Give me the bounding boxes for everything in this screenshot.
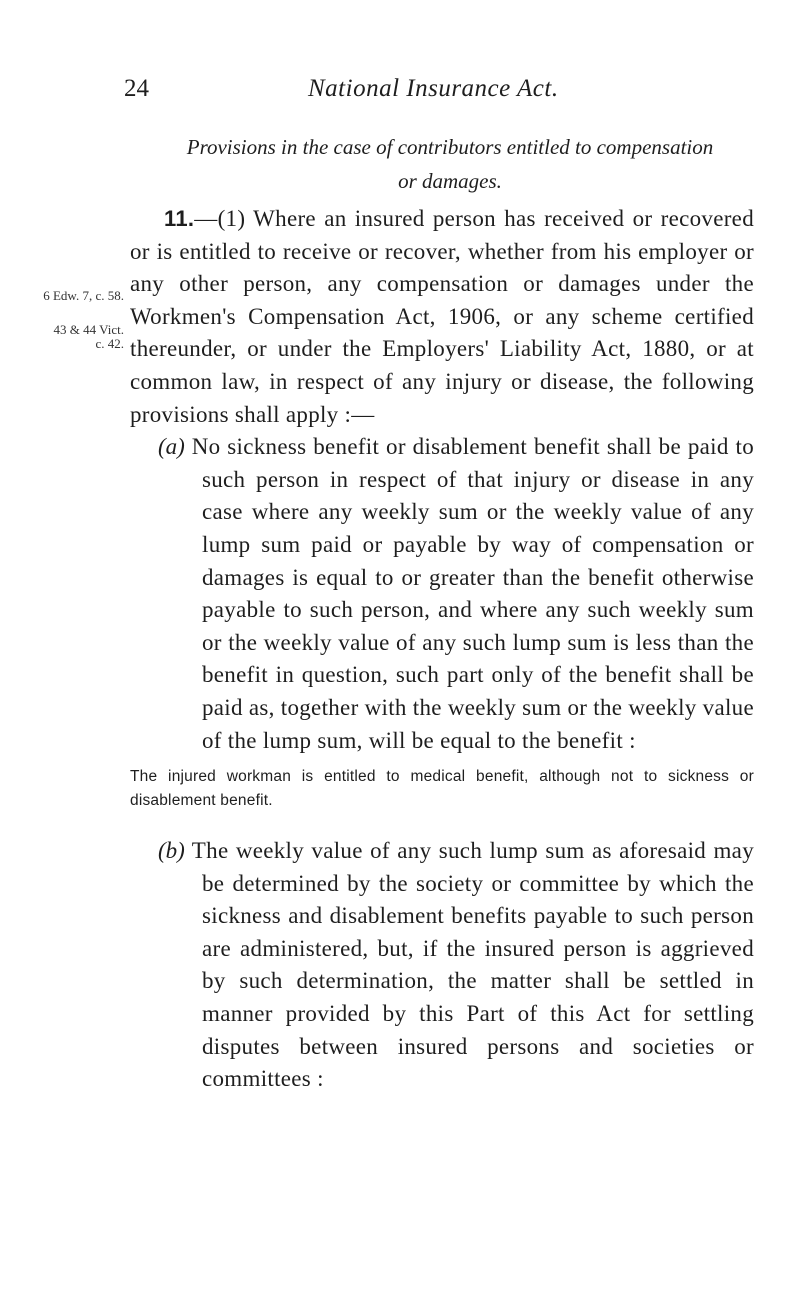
section-heading-line-2: or damages. [398, 169, 502, 193]
section-intro-paragraph [130, 203, 754, 431]
provision-b [130, 835, 754, 1096]
provision-b-label: (b) [158, 838, 185, 864]
section-intro-text: —(1) Where an insured person has received or recovered or is entitled to receive or recover, whether from his employer or any other person, any compensation or damages under the Workmen's Compensation Act, 1906, or any scheme certified thereunder, or under the Employers' Liability Act, 1880, or at common law, in respect of any injury or disease, the following provisions shall apply :— [130, 206, 754, 427]
provision-a-label: (a) [158, 434, 185, 460]
running-title: National Insurance Act. [308, 75, 559, 102]
margin-note-employers-liability [0, 323, 124, 351]
section-heading [130, 130, 770, 198]
page-number: 24 [124, 75, 149, 102]
provision-b-text: The weekly value of any such lump sum as aforesaid may be determined by the society or committee by which the sickness and disablement benefits payable to such person are administered, but, if the insured person is aggrieved by such determination, the matter shall be settled in manner provided by this Part of this Act for settling disputes between insured persons and societies or committees : [184, 838, 754, 1092]
provision-a-text: No sickness benefit or disablement benefit shall be paid to such person in respect of that injury or disease in any case where any weekly sum or the weekly value of any lump sum paid or payable by way of compensation or damages is equal to or greater than the benefit otherwise payable to such person, and where any such weekly sum or the weekly value of any such lump sum is less than the benefit in question, such part only of the benefit shall be paid as, together with the weekly sum or the weekly value of the lump sum, will be equal to the benefit : [184, 434, 754, 753]
provision-a [130, 431, 754, 757]
explanatory-note: The injured workman is entitled to medical benefit, although not to sickness or disablement benefit. [130, 768, 754, 810]
section-body [130, 203, 754, 1096]
section-number: 11. [164, 206, 195, 231]
margin-note-line-1: 43 & 44 Vict. [53, 322, 124, 337]
section-heading-line-1: Provisions in the case of contributors entitled to compensation [186, 135, 714, 159]
margin-note-line-2: c. 42. [95, 336, 124, 351]
margin-note-workmens-compensation: 6 Edw. 7, c. 58. [43, 288, 124, 303]
